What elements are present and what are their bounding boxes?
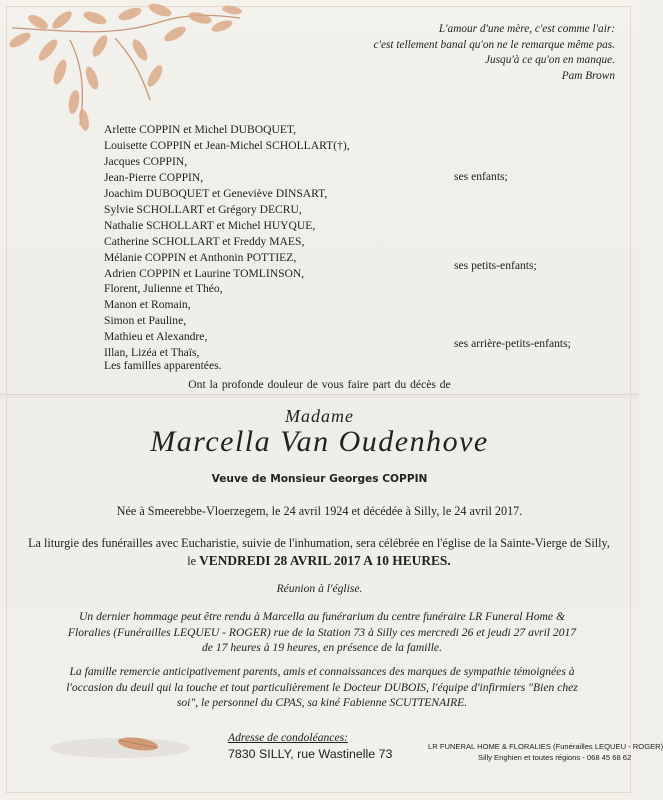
list-item: Nathalie SCHOLLART et Michel HUYQUE, xyxy=(104,219,316,232)
liturgy-date: VENDREDI 28 AVRIL 2017 A 10 HEURES. xyxy=(199,553,451,568)
list-item: Mathieu et Alexandre, xyxy=(104,330,208,343)
families-line: Les familles apparentées. xyxy=(104,359,222,372)
reunion: Réunion à l'église. xyxy=(276,582,363,595)
deceased-name: Marcella Van Oudenhove xyxy=(150,425,489,458)
list-item: Louisette COPPIN et Jean-Michel SCHOLLART(†), xyxy=(104,139,350,152)
birth-death: Née à Smeerebbe-Vloerzegem, le 24 avril 1924 et décédée à Silly, le 24 avril 2017. xyxy=(116,504,523,518)
list-item: Jacques COPPIN, xyxy=(104,155,188,168)
leaf-branch-icon xyxy=(0,0,250,135)
grandchildren-list xyxy=(104,186,327,282)
homage: Un dernier hommage peut être rendu à Marcella au funérarium du centre funéraire LR Funeral Home & Floralies (Funérailles LEQUEU - ROGER) rue de la Station 73 à Silly ces mercredi 26 et jeudi 27 avril 2017 de 17 heures à 19 heures, en présence de la famille. xyxy=(67,610,577,654)
list-item: Joachim DUBOQUET et Geneviève DINSART, xyxy=(104,187,328,200)
list-item: Adrien COPPIN et Laurine TOMLINSON, xyxy=(104,267,305,280)
funeral-home-name: LR FUNERAL HOME & FLORALIES (Funérailles LEQUEU - ROGER) xyxy=(428,742,663,751)
widow-of: Veuve de Monsieur Georges COPPIN xyxy=(211,473,428,485)
quote xyxy=(285,22,615,84)
list-item: Jean-Pierre COPPIN, xyxy=(104,171,204,184)
condolences-address: 7830 SILLY, rue Wastinelle 73 xyxy=(228,747,393,761)
list-item: Simon et Pauline, xyxy=(104,314,187,327)
list-item: Manon et Romain, xyxy=(104,298,191,311)
announcement: Ont la profonde douleur de vous faire part du décès de xyxy=(188,378,451,391)
fold-shadow xyxy=(0,396,639,399)
thanks: La famille remercie anticipativement parents, amis et connaissances des marques de sympathie témoignées à l'occasion du deuil qui la touche et tout particulièrement le Docteur DUBOIS, l'équipe d'infirmiers "Bien chez soi", le personnel du CPAS, sa kiné Fabienne SCUTTENAIRE. xyxy=(66,665,578,709)
liturgy-text: La liturgie des funérailles avec Eucharistie, suivie de l'inhumation, sera célébrée en l'église de la Sainte-Vierge de Silly, le xyxy=(28,536,610,568)
funeral-home-contact: Silly Enghien et toutes régions - 068 45 68 62 xyxy=(478,753,632,762)
list-item: Florent, Julienne et Théo, xyxy=(104,282,223,295)
quote-line-2: c'est tellement banal qu'on ne le remarque même pas. xyxy=(373,38,615,51)
list-item: Arlette COPPIN et Michel DUBOQUET, xyxy=(104,123,297,136)
list-item: Sylvie SCHOLLART et Grégory DECRU, xyxy=(104,203,302,216)
condolences-label: Adresse de condoléances: xyxy=(228,731,348,744)
leaf-icon xyxy=(40,718,200,768)
quote-author: Pam Brown xyxy=(561,69,615,82)
quote-line-3: Jusqu'à ce qu'on en manque. xyxy=(484,54,615,66)
list-item: Illan, Lizéa et Thaïs, xyxy=(104,346,200,359)
deceased-title: Madame xyxy=(285,406,354,426)
fold-line xyxy=(0,394,639,395)
list-item: Mélanie COPPIN et Anthonin POTTIEZ, xyxy=(104,251,297,264)
grandchildren-label: ses petits-enfants; xyxy=(454,259,537,272)
children-label: ses enfants; xyxy=(454,170,508,183)
children-list xyxy=(104,122,350,186)
families-text xyxy=(104,358,222,374)
liturgy xyxy=(24,535,614,570)
quote-line-1: L'amour d'une mère, c'est comme l'air: xyxy=(438,23,615,35)
list-item: Catherine SCHOLLART et Freddy MAES, xyxy=(104,235,305,248)
great-grandchildren-list xyxy=(104,281,223,361)
great-grandchildren-label: ses arrière-petits-enfants; xyxy=(454,337,571,350)
